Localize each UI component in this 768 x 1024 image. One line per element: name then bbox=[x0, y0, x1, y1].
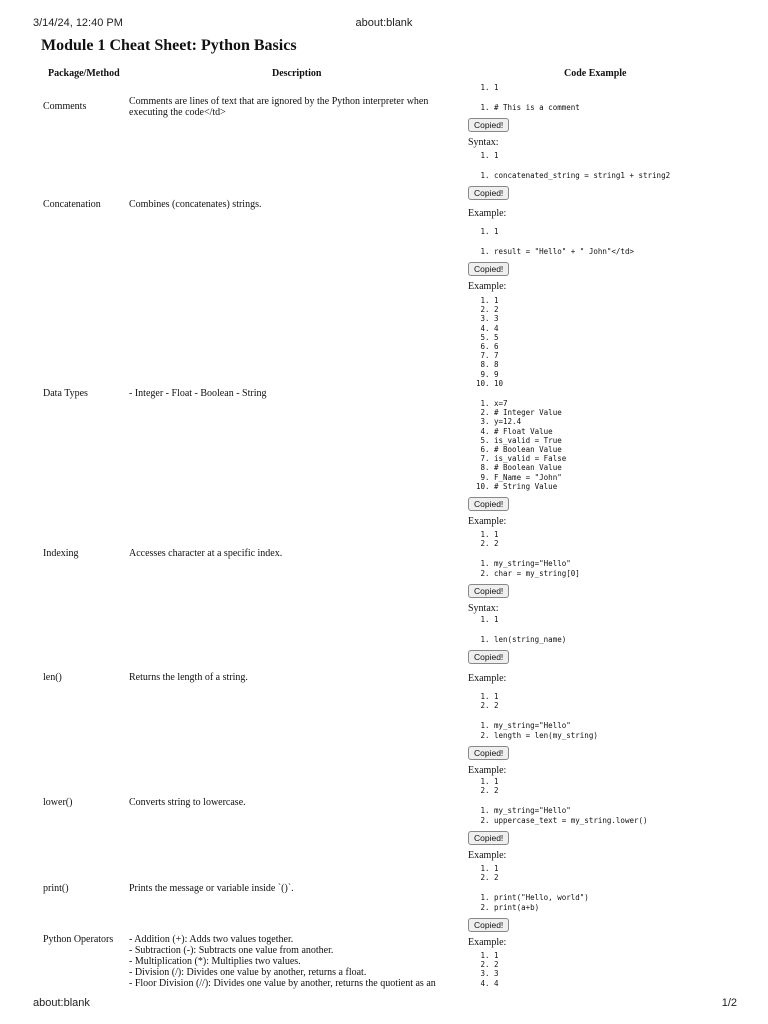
line-number: 1. 1 bbox=[494, 151, 748, 160]
code-block-lower-example bbox=[468, 777, 748, 861]
line-number: 10. 10 bbox=[494, 379, 748, 388]
operator-line: - Addition (+): Adds two values together. bbox=[129, 934, 294, 945]
line-number: 5. 5 bbox=[494, 333, 748, 342]
copied-button[interactable]: Copied! bbox=[468, 831, 509, 845]
row-print-name: print() bbox=[43, 883, 69, 894]
code-lines bbox=[468, 399, 748, 491]
line-number-list bbox=[468, 296, 748, 388]
syntax-label: Syntax: bbox=[468, 602, 499, 614]
copied-button[interactable]: Copied! bbox=[468, 497, 509, 511]
line-number: 1. 1 bbox=[494, 615, 748, 624]
row-datatypes-name: Data Types bbox=[43, 388, 88, 399]
copied-button[interactable]: Copied! bbox=[468, 262, 509, 276]
line-number: 2. 2 bbox=[494, 539, 748, 548]
line-number: 1. 1 bbox=[494, 227, 748, 236]
line-number-list bbox=[468, 777, 748, 795]
code-line: 4. # Float Value bbox=[494, 427, 748, 436]
code-line: 2. uppercase_text = my_string.lower() bbox=[494, 816, 748, 825]
example-label: Example: bbox=[468, 516, 507, 528]
footer-url: about:blank bbox=[33, 997, 90, 1009]
code-line: 1. my_string="Hello" bbox=[494, 806, 748, 815]
copied-button[interactable]: Copied! bbox=[468, 746, 509, 760]
line-number: 2. 2 bbox=[494, 701, 748, 710]
line-number-list bbox=[468, 151, 748, 160]
code-lines bbox=[468, 721, 748, 739]
code-block-datatypes bbox=[468, 296, 748, 527]
row-datatypes-desc: - Integer - Float - Boolean - String bbox=[129, 388, 267, 399]
line-number: 2. 2 bbox=[494, 960, 748, 969]
line-number: 3. 3 bbox=[494, 969, 748, 978]
row-len-name: len() bbox=[43, 672, 62, 683]
row-indexing-desc: Accesses character at a specific index. bbox=[129, 548, 283, 559]
row-concatenation-name: Concatenation bbox=[43, 199, 101, 210]
line-number: 1. 1 bbox=[494, 777, 748, 786]
line-number: 1. 1 bbox=[494, 530, 748, 539]
code-line: 8. # Boolean Value bbox=[494, 463, 748, 472]
line-number-list bbox=[468, 530, 748, 548]
example-label: Example: bbox=[468, 208, 507, 219]
line-number-list bbox=[468, 864, 748, 882]
line-number: 2. 2 bbox=[494, 786, 748, 795]
line-number: 7. 7 bbox=[494, 351, 748, 360]
code-lines bbox=[468, 171, 748, 180]
code-line: 1. # This is a comment bbox=[494, 103, 748, 112]
column-header-package: Package/Method bbox=[48, 68, 120, 79]
row-indexing-name: Indexing bbox=[43, 548, 79, 559]
copied-button[interactable]: Copied! bbox=[468, 584, 509, 598]
line-number: 6. 6 bbox=[494, 342, 748, 351]
code-lines bbox=[468, 559, 748, 577]
example-label: Example: bbox=[468, 673, 507, 684]
code-line: 1. result = "Hello" + " John"</td> bbox=[494, 247, 748, 256]
operator-line: - Floor Division (//): Divides one value by another, returns the quotient as an bbox=[129, 978, 436, 989]
code-block-len-syntax bbox=[468, 615, 748, 665]
copied-button[interactable]: Copied! bbox=[468, 118, 509, 132]
row-lower-desc: Converts string to lowercase. bbox=[129, 797, 246, 808]
line-number: 1. 1 bbox=[494, 864, 748, 873]
line-number: 1. 1 bbox=[494, 296, 748, 305]
line-number: 1. 1 bbox=[494, 951, 748, 960]
operator-line: - Multiplication (*): Multiplies two values. bbox=[129, 956, 301, 967]
code-line: 9. F_Name = "John" bbox=[494, 473, 748, 482]
code-line: 1. concatenated_string = string1 + string2 bbox=[494, 171, 748, 180]
code-lines bbox=[468, 806, 748, 824]
example-label: Example: bbox=[468, 936, 507, 948]
code-lines bbox=[468, 635, 748, 644]
code-line: 2. length = len(my_string) bbox=[494, 731, 748, 740]
row-comments-name: Comments bbox=[43, 101, 87, 112]
row-operators-name: Python Operators bbox=[43, 934, 114, 945]
example-label: Example: bbox=[468, 281, 507, 293]
row-operators-desc bbox=[129, 934, 459, 989]
line-number: 3. 3 bbox=[494, 314, 748, 323]
line-number-list bbox=[468, 615, 748, 624]
code-line: 10. # String Value bbox=[494, 482, 748, 491]
code-line: 6. # Boolean Value bbox=[494, 445, 748, 454]
code-lines bbox=[468, 893, 748, 911]
print-datetime: 3/14/24, 12:40 PM bbox=[33, 17, 123, 29]
code-block-concat-example bbox=[468, 208, 748, 292]
code-lines bbox=[468, 247, 748, 256]
code-block-operators bbox=[468, 951, 748, 988]
example-label: Example: bbox=[468, 849, 507, 861]
line-number: 9. 9 bbox=[494, 370, 748, 379]
operator-line: - Division (/): Divides one value by another, returns a float. bbox=[129, 967, 367, 978]
code-block-len-example bbox=[468, 673, 748, 776]
code-line: 2. print(a+b) bbox=[494, 903, 748, 912]
line-number-list bbox=[468, 951, 748, 988]
code-line: 7. is_valid = False bbox=[494, 454, 748, 463]
code-line: 1. len(string_name) bbox=[494, 635, 748, 644]
copied-button[interactable]: Copied! bbox=[468, 650, 509, 664]
page-title: Module 1 Cheat Sheet: Python Basics bbox=[41, 37, 297, 54]
row-lower-name: lower() bbox=[43, 797, 73, 808]
code-block-comments bbox=[468, 83, 748, 148]
syntax-label: Syntax: bbox=[468, 137, 499, 149]
copied-button[interactable]: Copied! bbox=[468, 918, 509, 932]
example-label: Example: bbox=[468, 764, 507, 776]
code-line: 1. my_string="Hello" bbox=[494, 559, 748, 568]
row-comments-desc: Comments are lines of text that are ignored by the Python interpreter when executing the code</td> bbox=[129, 96, 429, 118]
line-number: 4. 4 bbox=[494, 979, 748, 988]
line-number: 2. 2 bbox=[494, 305, 748, 314]
print-url: about:blank bbox=[355, 17, 413, 29]
code-block-print-example bbox=[468, 864, 748, 948]
line-number-list bbox=[468, 83, 748, 92]
row-print-desc: Prints the message or variable inside `()`. bbox=[129, 883, 294, 894]
row-len-desc: Returns the length of a string. bbox=[129, 672, 248, 683]
code-line: 1. x=7 bbox=[494, 399, 748, 408]
page-number: 1/2 bbox=[721, 997, 737, 1009]
code-line: 3. y=12.4 bbox=[494, 417, 748, 426]
line-number: 4. 4 bbox=[494, 324, 748, 333]
row-concatenation-desc: Combines (concatenates) strings. bbox=[129, 199, 262, 210]
line-number: 2. 2 bbox=[494, 873, 748, 882]
line-number: 8. 8 bbox=[494, 360, 748, 369]
code-block-indexing bbox=[468, 530, 748, 614]
code-line: 5. is_valid = True bbox=[494, 436, 748, 445]
line-number-list bbox=[468, 692, 748, 710]
copied-button[interactable]: Copied! bbox=[468, 186, 509, 200]
code-line: 2. char = my_string[0] bbox=[494, 569, 748, 578]
code-line: 1. my_string="Hello" bbox=[494, 721, 748, 730]
code-line: 2. # Integer Value bbox=[494, 408, 748, 417]
code-lines bbox=[468, 103, 748, 112]
line-number: 1. 1 bbox=[494, 83, 748, 92]
column-header-description: Description bbox=[272, 68, 322, 79]
line-number-list bbox=[468, 227, 748, 236]
code-block-concat-syntax bbox=[468, 151, 748, 201]
line-number: 1. 1 bbox=[494, 692, 748, 701]
column-header-code: Code Example bbox=[564, 68, 627, 79]
code-line: 1. print("Hello, world") bbox=[494, 893, 748, 902]
operator-line: - Subtraction (-): Subtracts one value from another. bbox=[129, 945, 334, 956]
